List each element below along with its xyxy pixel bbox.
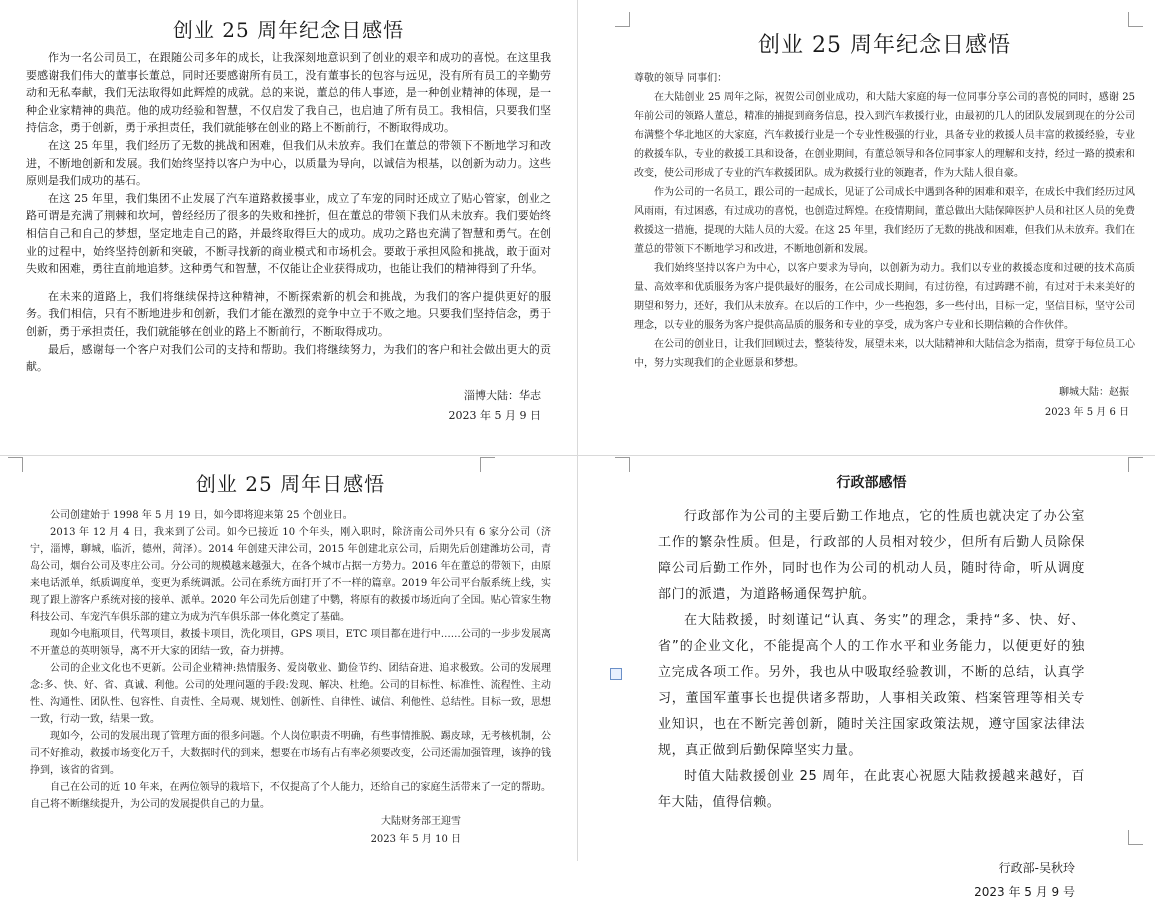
document-page-1 xyxy=(0,0,577,455)
page-2-paragraph: 我们始终坚持以客户为中心，以客户要求为导向，以创新为动力。我们以专业的救援态度和过硬的技术高质量、高效率和优质服务为客户提供最好的服务，在公司成长期间，有过彷徨，有过踌躇不前，有过对于未来美好的期望和努力，还好，我们从未放弃。在以后的工作中，少一些抱怨，多一些付出，目标一定，坚信目标，坚守公司理念，以专业的服务为客户提供高品质的服务和专业的享受，成为客户专业和长期信赖的合作伙伴。 xyxy=(634,263,1135,331)
crop-mark-icon xyxy=(1128,12,1143,27)
crop-mark-icon xyxy=(1128,457,1143,472)
page-4-signature: 行政部-吴秋玲 xyxy=(998,861,1075,875)
page-1-paragraph: 在未来的道路上，我们将继续保持这种精神，不断探索新的机会和挑战，为我们的客户提供更好的服务。我们相信，只有不断地进步和创新，我们才能在激烈的竞争中立于不败之地。只要我们坚持信念，勇于创新，勇于承担责任，我们就能够在创业的路上不断前行，不断取得成功。 xyxy=(26,289,551,338)
page-3-paragraph: 2013 年 12 月 4 日，我来到了公司。如今已接近 10 个年头，刚入职时，除济南公司外只有 6 家分公司（济宁，淄博，聊城，临沂，德州，菏泽）。2014 年创建天津公司，2015 年创建北京公司，后期先后创建潍坊公司，青岛公司，烟台公司及枣庄公司。分公司的规模越来越强大，在各个城市占据一方势力。2016 年在董总的带领下，由原来电话派单，纸质调度单，变更为系统调派。公司在系统方面打开了不一样的篇章。2019 年公司平台版系统上线，实现了跟上游客户系统对接的接单、派单。2020 年公司先后创建了中鹦，将原有的救援市场近向了全国。贴心管家生物科技公司、车宠汽车俱乐部的建立为成为汽车俱乐部一体化奠定了基础。 xyxy=(30,527,551,623)
page-2-title: 创业 25 周年纪念日感悟 xyxy=(758,33,1011,58)
page-1-date: 2023 年 5 月 9 日 xyxy=(448,408,541,422)
page-1-paragraph: 在这 25 年里，我们经历了无数的挑战和困难，但我们从未放弃。我们在董总的带领下不断地学习和改进，不断地创新和发展。我们始终坚持以客户为中心，以质量为导向，以诚信为根基，以创新为动力。这些原则是我们成功的基石。 xyxy=(26,138,551,188)
page-2-signature: 聊城大陆：赵振 xyxy=(1059,387,1129,398)
document-page-3 xyxy=(0,456,577,861)
document-page-2 xyxy=(578,0,1155,455)
document-page-4 xyxy=(578,456,1155,899)
page-2-date: 2023 年 5 月 6 日 xyxy=(1044,407,1129,418)
page-4-date: 2023 年 5 月 9 号 xyxy=(974,885,1075,899)
page-2-paragraph: 作为公司的一名员工，跟公司的一起成长，见证了公司成长中遇到各种的困难和艰辛，在成长中我们经历过风风雨雨，有过困惑，有过成功的喜悦，也创造过辉煌。在疫情期间，董总做出大陆保障医护人员和社区人员的免费救援这一措施，提现的大陆人员的大爱。在这 25 年里，我们经历了无数的挑战和困难，但我们从未放弃。我们在董总的带领下不断地学习和改进，不断地创新和发展。 xyxy=(634,187,1135,255)
paragraph-gap xyxy=(658,816,1085,856)
page-3-paragraph: 公司的企业文化也不更新。公司企业精神:热情服务、爱岗敬业、勤俭节约、团结奋进、追求极致。公司的发展理念:多、快、好、省、真诚、利他。公司的处理问题的手段:发现、解决、杜绝。公司的目标性、标准性、流程性、主动性、沟通性、团队性、包容性、自责性、全局观、规划性、创新性、自律性、诚信、利他性、总结性。目标一致，思想一致，行动一致，结果一致。 xyxy=(30,663,551,725)
page-2-salutation: 尊敬的领导 同事们： xyxy=(634,73,728,84)
page-3-paragraph: 自己在公司的近 10 年来，在两位领导的栽培下，不仅提高了个人能力，还给自己的家庭生活带来了一定的帮助。自己将不断继续提升，为公司的发展提供自己的力量。 xyxy=(30,782,551,810)
page-1-title: 创业 25 周年纪念日感悟 xyxy=(172,18,405,42)
page-4-title: 行政部感悟 xyxy=(836,475,907,491)
crop-mark-icon xyxy=(8,457,23,472)
page-3-paragraph: 公司创建始于 1998 年 5 月 19 日，如今即将迎来第 25 个创业日。 xyxy=(50,510,353,521)
page-2-paragraph: 在公司的创业日，让我们回顾过去，整装待发，展望未来，以大陆精神和大陆信念为指南，贯穿于每位员工心中，努力实现我们的企业愿景和梦想。 xyxy=(634,339,1135,369)
page-3-paragraph: 现如今，公司的发展出现了管理方面的很多问题。个人岗位职责不明确，有些事情推脱、踢皮球，无考核机制，公司不好推动，救援市场变化万千，大数据时代的到来，想要在市场有占有率必须要改变，公司还需加强管理，该挣的钱挣到，该省的省到。 xyxy=(30,731,551,776)
crop-mark-icon xyxy=(480,457,495,472)
page-4-paragraph: 在大陆救援，时刻谨记“认真、务实”的理念，秉持“多、快、好、省”的企业文化，不能提高个人的工作水平和业务能力，以便更好的独立完成各项工作。另外，我也从中吸取经验教训，不断的总结，认真学习，董国军董事长也提供诸多帮助，人事相关政策、档案管理等相关专业知识，也在不断完善创新，随时关注国家政策法规，遵守国家法律法规，真正做到后勤保障坚实力量。 xyxy=(658,613,1085,758)
page-2-paragraph: 在大陆创业 25 周年之际，祝贺公司创业成功，和大陆大家庭的每一位同事分享公司的喜悦的同时，感谢 25 年前公司的领路人董总，精准的捕捉到商务信息，投入到汽车救援行业，由最初的几人的团队发展到现在的分公司布满整个华北地区的大家庭，汽车救援行业是一个专业性极强的行业，具备专业的救援人员丰富的救援经验，专业的救援车队，专业的救援工具和设备，在创业期间，有董总领导和各位同事家人的理解和支持，经过一路的摸索和改变，使公司形成了专业的汽车救援团队。成为救援行业的领跑者，作为大陆人很自豪。 xyxy=(634,92,1135,179)
page-1-paragraph: 最后，感谢每一个客户对我们公司的支持和帮助。我们将继续努力，为我们的客户和社会做出更大的贡献。 xyxy=(26,342,551,374)
page-4-paragraph: 时值大陆救援创业 25 周年，在此衷心祝愿大陆救援越来越好，百年大陆，值得信赖。 xyxy=(658,769,1085,810)
crop-mark-icon xyxy=(1128,830,1143,845)
page-3-date: 2023 年 5 月 10 日 xyxy=(370,834,461,845)
page-4-paragraph: 行政部作为公司的主要后勤工作地点，它的性质也就决定了办公室工作的繁杂性质。但是，行政部的人员相对较少，但所有后勤人员除保障公司后勤工作外，同时也作为公司的机动人员，随时待命，听从调度部门的派遣，为道路畅通保驾护航。 xyxy=(658,509,1085,602)
page-3-title: 创业 25 周年日感悟 xyxy=(195,472,386,496)
page-1-signature: 淄博大陆：华志 xyxy=(464,388,541,402)
page-3-signature: 大陆财务部王迎雪 xyxy=(381,816,461,827)
crop-mark-icon xyxy=(615,12,630,27)
page-3-paragraph: 现如今电瓶项目，代驾项目，救援卡项目，洗化项目，GPS 项目，ETC 项目都在进行中……公司的一步步发展离不开董总的英明领导，离不开大家的团结一致，奋力拼搏。 xyxy=(30,629,551,657)
anchor-icon xyxy=(610,668,622,680)
page-1-paragraph: 在这 25 年里，我们集团不止发展了汽车道路救援事业，成立了车宠的同时还成立了贴心管家，创业之路可谓是充满了荆棘和坎坷，曾经经历了很多的失败和挫折，但在董总的带领下我们从未放弃。我们要始终相信自己和自己的梦想，坚定地走自己的路，并最终取得巨大的成功。成功之路也充满了智慧和勇气。在创业的过程中，始终坚持创新和突破，不断寻找新的商业模式和市场机会。要敢于承担风险和挑战，敢于面对失败和困难，勇往直前地追梦。这种勇气和智慧，不仅能让企业获得成功，也能让我们的精神得到了升华。 xyxy=(26,191,551,276)
paragraph-gap xyxy=(634,373,1135,383)
crop-mark-icon xyxy=(615,457,630,472)
page-1-paragraph: 作为一名公司员工，在跟随公司多年的成长，让我深刻地意识到了创业的艰辛和成功的喜悦。在这里我要感谢我们伟大的董事长董总，同时还要感谢所有员工，没有董事长的包容与远见，没有所有员工的辛勤劳动和无私奉献，我们无法取得如此辉煌的成就。总的来说，董总的伟人事迹，是一种创业精神的体现，是一种企业家精神的典范。他的成功经验和智慧，不仅启发了我自己，也启迪了所有员工。我相信，只要我们坚持信念，勇于创新，勇于承担责任，我们就能够在创业的路上不断前行，不断取得成功。 xyxy=(26,51,551,135)
paragraph-gap xyxy=(26,376,551,386)
paragraph-gap xyxy=(26,278,551,288)
